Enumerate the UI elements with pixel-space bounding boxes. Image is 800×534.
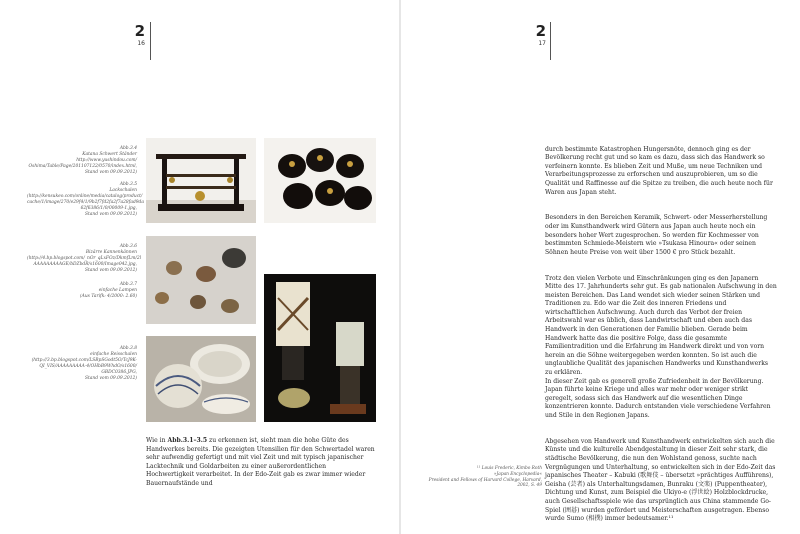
left-body-text [146, 437, 376, 489]
chapter-marker-rule [550, 22, 551, 60]
caption-abb-3-8: Abb.3.8 einfache Reisschalen (http://3.bp.blogspot.com/LSBpSGodt5O/TcJ9K- QI_VIS/AAAAAAAAA-4/OHbB9WhdO/s1600/ GBDC0386.JPG, Stand vom 09.09.2012) [31, 346, 137, 381]
lamps-photo [264, 274, 376, 422]
rice-bowls-photo [146, 336, 256, 422]
chapter-number: 2 [134, 22, 145, 40]
right-page [401, 0, 800, 534]
caption-abb-3-4: Abb.3.4 Katana Schwert Ständer http://www.yushindou.com/ Oshima/Table/Page/201107122/0570/index.html, Stand vom 09.09.2012) [28, 146, 137, 175]
footnote: ¹¹ Louis Frederic, Kimbo Roth »Japan Encyclopedia« President and Fellows of Harvard College, Harvard, 2002, S. 49 [428, 466, 542, 489]
katana-stand-photo [146, 138, 256, 223]
figure-reference: Abb.3.1–3.5 [167, 437, 208, 444]
body-intro: Wie in [146, 437, 168, 444]
left-page [0, 0, 399, 534]
page-number: 16 [137, 40, 145, 47]
chapter-marker-rule [150, 22, 151, 60]
caption-abb-3-5: Abb.3.5 Lackschalen (http://kensukeo.com/online/media/catalog/product/ cache/1/image/270/e29f4/1/9b2f7fd2fa2f7a28fad9da 62f6386/1/0/00009-1.jpg, Stand vom 09.09.2012) [27, 182, 144, 217]
caption-abb-3-6: Abb.3.6 Bizärre Kannenkännen (http://4.bp.blogspot.com/_nOr_qLxFOz/DkmfLm/2l AAAAAAAAAGE/bDZbdR/s1600/Image042.jpg, Stand vom 09.09.2012) [27, 244, 142, 273]
chapter-number: 2 [535, 22, 546, 40]
page-number: 17 [538, 40, 546, 47]
caption-abb-3-7: Abb.3.7 einfache Lampen (Aus Tarifk: 4/2000: 2.60) [79, 282, 137, 299]
chapter-marker [115, 24, 145, 47]
right-body-text [545, 137, 777, 532]
paragraph: Abgesehen von Handwerk und Kunsthandwerk entwickelten sich auch die Künste und die kulturelle Abendgestaltung in dieser Zeit sehr stark, die städtische Bevölkerung, die nun den Wohlstand genoss, suchte nach Vergnügungen und Unterhaltung, so entwickelten sich in der Edo-Zeit das japanisches Theater – Kabuki (歌舞伎 – übersetzt »prächtiges Aufführens), Geisha (芸者) als Unterhaltungsdamen, Bunraku (文楽) (Puppentheater), Dichtung und Kunst, zum Beispiel die Ukiyo-e (浮世絵) Holzblockdrucke, auch Gesellschaftsspiele wie das ursprünglich aus China stammende Go-Spiel (囲碁) wurden gefördert und Meisterschaften ausgetragen. Ebenso wurde Sumo (相撲) immer bedeutsamer.¹¹ [545, 437, 776, 523]
paragraph: Trotz den vielen Verbote und Einschränkungen ging es den Japanern Mitte des 17. Jahrhunderts sehr gut. Es gab nationalen Aufschwung in den meisten Bereichen. Das Land wendet sich wieder seinen Stärken und Traditionen zu. Edo war die Zeit des inneren Friedens und wirtschaftlichen Aufschwung. Auch durch das Verbot der freien Arbeitswahl war es üblich, dass Landwirtschaft und eben auch das Handwerk in den Generationen der Familie blieben. Gerade beim Handwerk hatte das die positive Folge, dass die gesammte Familientradition und die Erfahrung im Handwerk direkt und von vorn herein an die Söhne weitergegeben werden konnten. So ist auch die unglaubliche Qualität des japanischen Handwerks und Kunsthandwerks zu erklären. In dieser Zeit gab es generell große Zufriedenheit in der Bevölkerung. Japan führte keine Kriege und alles war mehr oder weniger strikt geregelt, sodass sich das Handwerk auf die wesentlichen Dinge konzentrieren konnte. Dadurch entstanden viele verschiedene Verfahren und Stile in den Regionen Japans. [545, 274, 777, 419]
lacquer-bowls-photo [264, 138, 376, 223]
paragraph: Besonders in den Bereichen Keramik, Schwert- oder Messerherstellung oder im Kunsthandwerk wird Gütern aus Japan auch heute noch ein besonders hoher Wert zugesprochen. So werden für Kochmesser von bestimmten Schmiede-Meistern wie »Tsukasa Hinoura« oder seinen Söhnen heute Preise von weit über 1500 € pro Stück bezahlt. [545, 214, 768, 256]
body-continued: zu erkennen ist, sieht man die hohe Güte des Handwerkes bereits. Die gezeigten Utensilien für den Schwertadel waren sehr aufwendig gefertigt und mit viel Zeit und mit typisch japanischer Lacktechnik und Goldarbeiten zu einer außerordentlichen Hochwertigkeit verarbeitet. In der Edo-Zeit gab es zwar immer wieder Bauernaufstände und [146, 437, 375, 487]
tea-pots-photo [146, 236, 256, 324]
paragraph: durch bestimmte Katastrophen Hungersnöte, dennoch ging es der Bevölkerung recht gut und so kam es dazu, dass sich das Handwerk so verfeinern konnte. Es blieben Zeit und Muße, um neue Techniken und Verarbeitungsprozesse zu erforschen und auszuprobieren, um so die Qualität und Raffinesse auf die Spitze zu treiben, die auch heute noch für Waren aus Japan steht. [545, 145, 773, 196]
chapter-marker [516, 24, 546, 47]
